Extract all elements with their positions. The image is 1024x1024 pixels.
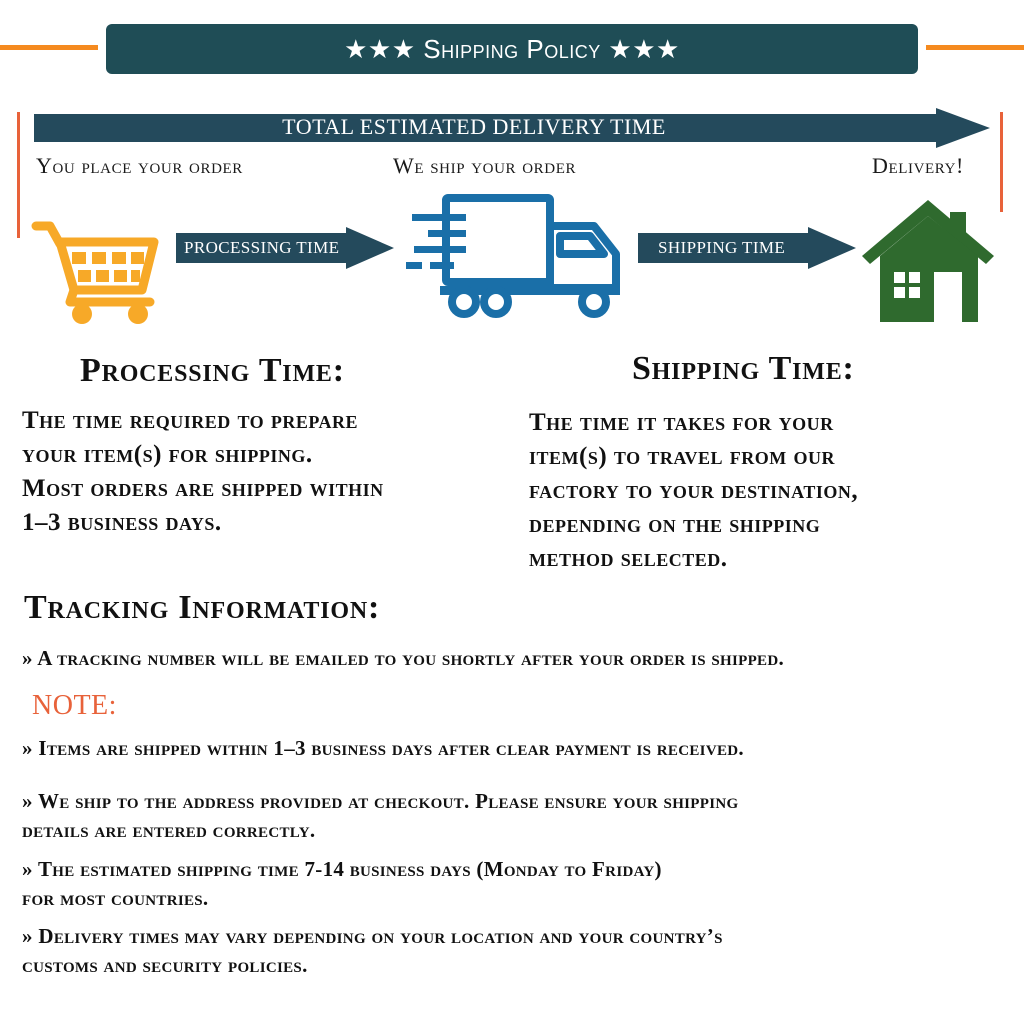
shipping-line: method selected. xyxy=(529,545,728,572)
note-bullet-line: » We ship to the address provided at checkout. Please ensure your shipping xyxy=(22,789,739,813)
step-place-order: You place your order xyxy=(36,153,243,178)
shipping-line: item(s) to travel from our xyxy=(529,443,836,470)
note-bullet-line: » Delivery times may vary depending on your location and your country’s xyxy=(22,924,723,948)
processing-time-arrow-label: PROCESSING TIME xyxy=(184,238,340,257)
note-bullet-line: » Items are shipped within 1–3 business days after clear payment is received. xyxy=(22,736,744,760)
processing-line: your item(s) for shipping. xyxy=(22,441,313,468)
note-bullet-line: » The estimated shipping time 7-14 business days (Monday to Friday) xyxy=(22,857,662,881)
step-ship-order: We ship your order xyxy=(393,153,577,178)
timeline-end-bar xyxy=(1000,112,1003,212)
shipping-time-arrow-label: SHIPPING TIME xyxy=(658,238,786,257)
banner-left-line xyxy=(0,45,98,50)
shipping-line: The time it takes for your xyxy=(529,409,834,436)
note-bullet-delivery-vary xyxy=(22,922,723,980)
shopping-cart-icon xyxy=(30,218,165,326)
tracking-bullet: » A tracking number will be emailed to you shortly after your order is shipped. xyxy=(22,646,785,670)
note-bullet-line: details are entered correctly. xyxy=(22,818,316,842)
note-bullet-address xyxy=(22,787,738,845)
note-bullet-line: customs and security policies. xyxy=(22,953,308,977)
shipping-policy-banner xyxy=(106,24,918,74)
note-label: NOTE: xyxy=(32,690,117,721)
shipping-time-heading: Shipping Time: xyxy=(632,350,855,387)
step-delivery: Delivery! xyxy=(872,153,964,178)
banner-title: ★★★ Shipping Policy ★★★ xyxy=(344,33,680,64)
note-bullet-shipping-time xyxy=(22,855,662,913)
processing-line: 1–3 business days. xyxy=(22,509,222,536)
timeline-start-bar xyxy=(17,112,20,238)
processing-line: The time required to prepare xyxy=(22,407,359,434)
processing-time-description xyxy=(22,404,384,540)
processing-time-heading: Processing Time: xyxy=(80,352,345,389)
shipping-time-description xyxy=(529,406,858,576)
shipping-line: factory to your destination, xyxy=(529,477,859,504)
house-icon xyxy=(862,198,997,324)
banner-right-line xyxy=(926,45,1024,50)
total-delivery-label: TOTAL ESTIMATED DELIVERY TIME xyxy=(282,114,666,139)
processing-line: Most orders are shipped within xyxy=(22,475,384,502)
delivery-truck-icon xyxy=(404,192,624,322)
note-bullet-payment xyxy=(22,734,744,763)
note-bullet-line: for most countries. xyxy=(22,886,209,910)
shipping-line: depending on the shipping xyxy=(529,511,821,538)
tracking-information-heading: Tracking Information: xyxy=(24,589,381,626)
